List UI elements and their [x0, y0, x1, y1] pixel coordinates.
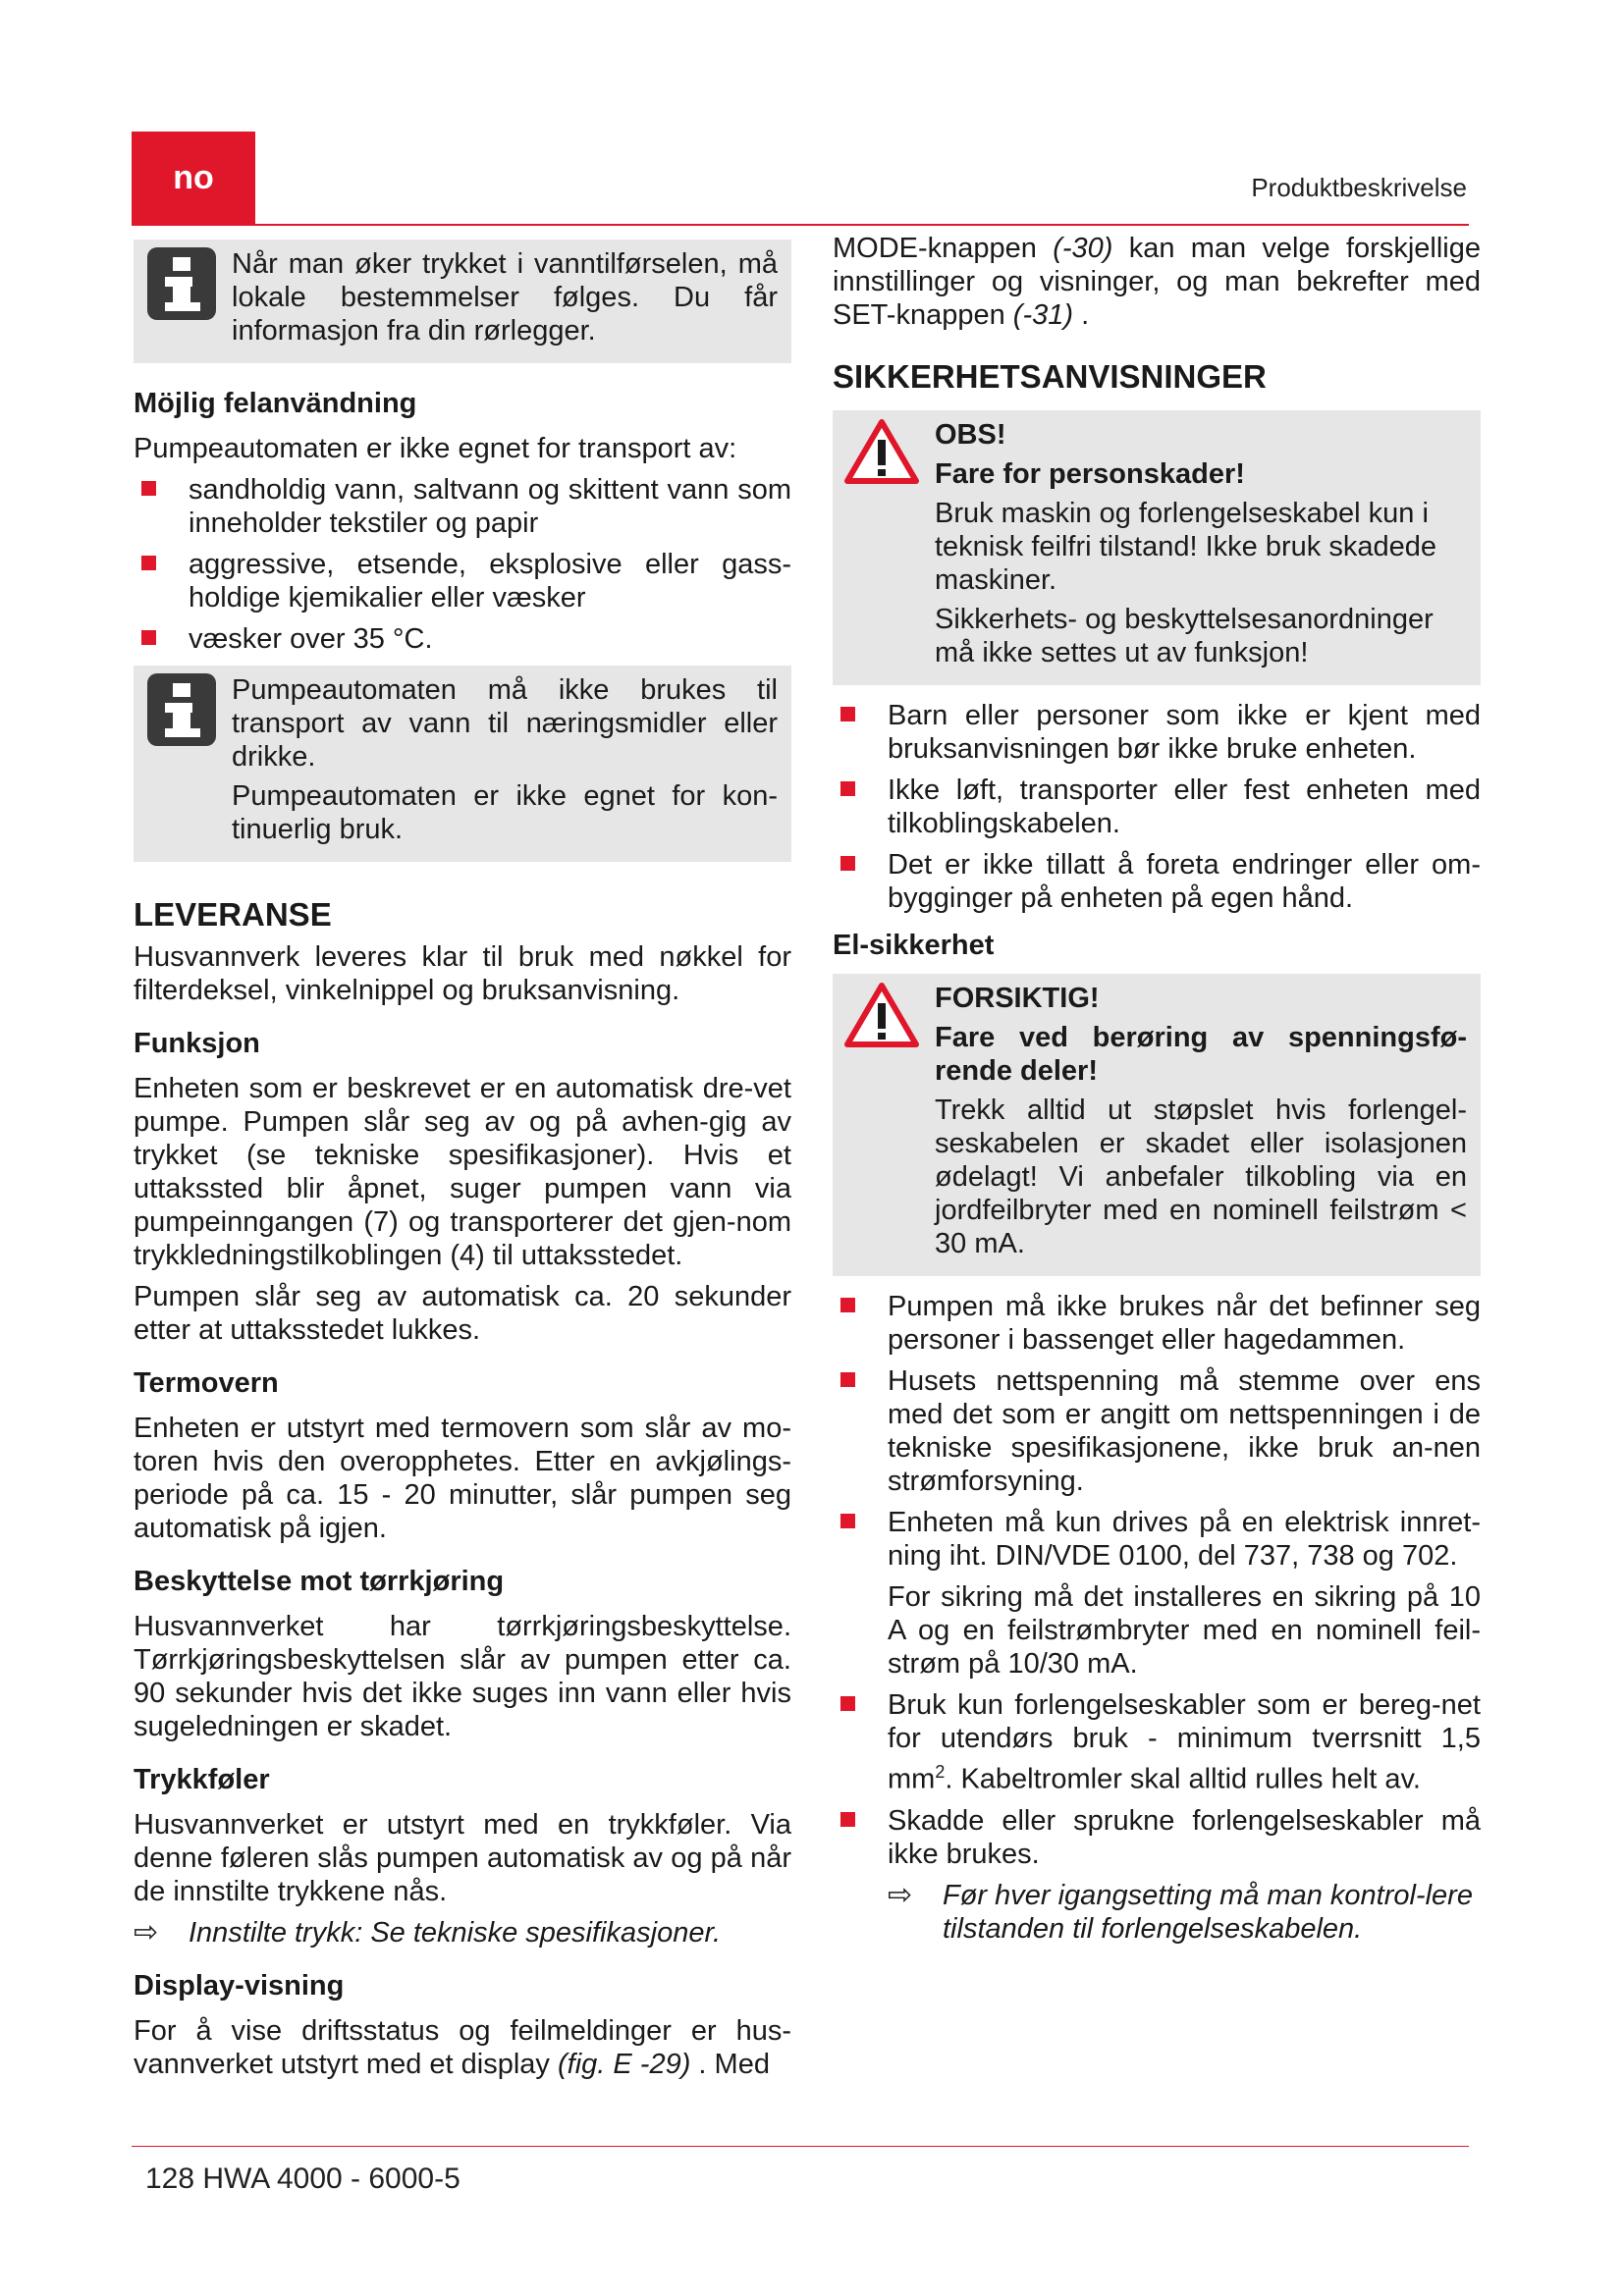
warning-label: OBS! — [935, 419, 1006, 451]
warning-label: FORSIKTIG! — [935, 983, 1100, 1014]
info-icon — [147, 673, 216, 852]
figure-ref: (-31) — [1012, 299, 1074, 331]
warning-text: Sikkerhets- og beskyttelsesanordninger må ikke settes ut av funksjon! — [935, 604, 1434, 668]
delivery-heading: LEVERANSE — [134, 896, 332, 933]
figure-ref: (-30) — [1053, 233, 1113, 264]
arrow-icon: ⇨ — [134, 1916, 159, 1949]
info-icon — [147, 247, 216, 353]
thermo-heading: Termovern — [134, 1367, 279, 1399]
list-item: Husets nettspenning må stemme over ens med det som er angitt om nettspenningen i de tekniske spesifikasjonene, ikke bruk an-nen strømforsyning. — [833, 1364, 1481, 1498]
list-item: væsker over 35 °C. — [134, 622, 791, 656]
warning-text: Bruk maskin og forlengelseskabel kun i teknisk feilfri tilstand! Ikke bruk skadede maskiner. — [935, 498, 1436, 596]
header-divider — [132, 224, 1469, 226]
warning-title: Fare ved berøring av spenningsfø-rende deler! — [935, 1022, 1467, 1087]
warning-icon — [844, 982, 919, 1266]
dryrun-text: Husvannverket har tørrkjøringsbeskyttelse. Tørrkjøringsbeskyttelsen slår av pumpen etter ca. 90 sekunder hvis det ikke suges inn vann eller hvis sugeledningen er skadet. — [134, 1611, 791, 1742]
misuse-heading: Möjlig felanvändning — [134, 388, 417, 419]
arrow-icon: ⇨ — [888, 1878, 913, 1911]
dryrun-heading: Beskyttelse mot tørrkjøring — [134, 1566, 505, 1597]
list-item: Bruk kun forlengelseskabler som er bereg-net for utendørs bruk - minimum tverrsnitt 1,5 $mm^2$. Kabeltromler skal alltid rulles helt av. — [833, 1688, 1481, 1796]
info-text: Pumpeautomaten må ikke brukes til transport av vann til næringsmidler eller drikke. — [232, 674, 778, 773]
info-text: Pumpeautomaten er ikke egnet for kon-tinuerlig bruk. — [232, 780, 778, 845]
warning-box-obs — [833, 410, 1481, 685]
section-title: Produktbeskrivelse — [1251, 173, 1467, 202]
warning-icon — [844, 418, 919, 675]
delivery-text: Husvannverk leveres klar til bruk med nøkkel for filterdeksel, vinkelnippel og bruksanvisning. — [134, 941, 791, 1006]
right-column — [833, 232, 1481, 1953]
info-text: Når man øker trykket i vanntilførselen, må lokale bestemmelser følges. Du får informasjon fra din rørlegger. — [232, 248, 778, 347]
pressure-note — [134, 1916, 791, 1949]
safety-heading: SIKKERHETSANVISNINGER — [833, 358, 1267, 395]
list-item: Barn eller personer som ikke er kjent med bruksanvisningen bør ikke bruke enheten. — [833, 699, 1481, 766]
pressure-heading: Trykkføler — [134, 1764, 270, 1795]
thermo-text: Enheten er utstyrt med termovern som slår av mo-toren hvis den overopphetes. Etter en avkjølings-periode på ca. 15 - 20 minutter, slår pumpen seg automatisk på igjen. — [134, 1413, 791, 1544]
language-tab: no — [132, 132, 255, 224]
footer-divider — [132, 2146, 1469, 2147]
function-heading: Funksjon — [134, 1028, 260, 1059]
page-footer: 128 HWA 4000 - 6000-5 — [145, 2163, 460, 2195]
figure-ref: (fig. E -29) — [557, 2049, 691, 2080]
el-heading: El-sikkerhet — [833, 930, 995, 961]
note-text: Innstilte trykk: Se tekniske spesifikasjoner. — [189, 1917, 722, 1949]
display-heading: Display-visning — [134, 1970, 345, 2002]
misuse-list — [134, 473, 791, 656]
list-item: Skadde eller sprukne forlengelseskabler må ikke brukes. — [833, 1804, 1481, 1871]
list-item: sandholdig vann, saltvann og skittent vann som inneholder tekstiler og papir — [134, 473, 791, 540]
warning-text: Trekk alltid ut støpslet hvis forlengel-seskabelen er skadet eller isolasjonen ødelagt! Vi anbefaler tilkobling via en jordfeilbryter med en nominell feilstrøm < 30 mA. — [935, 1095, 1467, 1259]
el-list — [833, 1290, 1481, 1871]
list-item: aggressive, etsende, eksplosive eller gass-holdige kjemikalier eller væsker — [134, 548, 791, 614]
function-text: Enheten som er beskrevet er en automatisk dre-vet pumpe. Pumpen slår seg av og på avhen-gig av trykket (se tekniske spesifikasjoner). Hvis et uttakssted blir åpnet, suger pumpen vann via pumpeinngangen (7) og transporterer det gjen-nom trykkledningstilkoblingen (4) til uttaksstedet. — [134, 1073, 791, 1271]
warning-box-caution — [833, 974, 1481, 1276]
note-text: Før hver igangsetting må man kontrol-lere tilstanden til forlengelseskabelen. — [943, 1879, 1473, 1945]
warning-title: Fare for personskader! — [935, 458, 1245, 490]
mode-text: MODE-knappen (-30) kan man velge forskjellige innstillinger og visninger, og man bekrefter med SET-knappen (-31) . — [833, 233, 1481, 331]
left-column — [134, 240, 791, 2089]
misuse-intro: Pumpeautomaten er ikke egnet for transport av: — [134, 433, 737, 464]
function-text: Pumpen slår seg av automatisk ca. 20 sekunder etter at uttaksstedet lukkes. — [134, 1281, 791, 1346]
info-box-usage — [134, 666, 791, 862]
safety-list — [833, 699, 1481, 915]
list-item: Enheten må kun drives på en elektrisk innret-ning iht. DIN/VDE 0100, del 737, 738 og 702. For sikring må det installeres en sikring på 10 A og en feilstrømbryter med en nominell feil-strøm på 10/30 mA. — [833, 1506, 1481, 1681]
list-item: Pumpen må ikke brukes når det befinner seg personer i bassenget eller hagedammen. — [833, 1290, 1481, 1357]
list-item: Det er ikke tillatt å foreta endringer eller om-bygginger på enheten på egen hånd. — [833, 848, 1481, 915]
info-box-pressure — [134, 240, 791, 363]
display-text: For å vise driftsstatus og feilmeldinger er hus-vannverket utstyrt med et display (fig. E -29) . Med — [134, 2015, 791, 2080]
list-item: Ikke løft, transporter eller fest enheten med tilkoblingskabelen. — [833, 774, 1481, 840]
pressure-text: Husvannverket er utstyrt med en trykkføler. Via denne føleren slås pumpen automatisk av og på når de innstilte trykkene nås. — [134, 1809, 791, 1907]
cable-note — [888, 1879, 1481, 1946]
